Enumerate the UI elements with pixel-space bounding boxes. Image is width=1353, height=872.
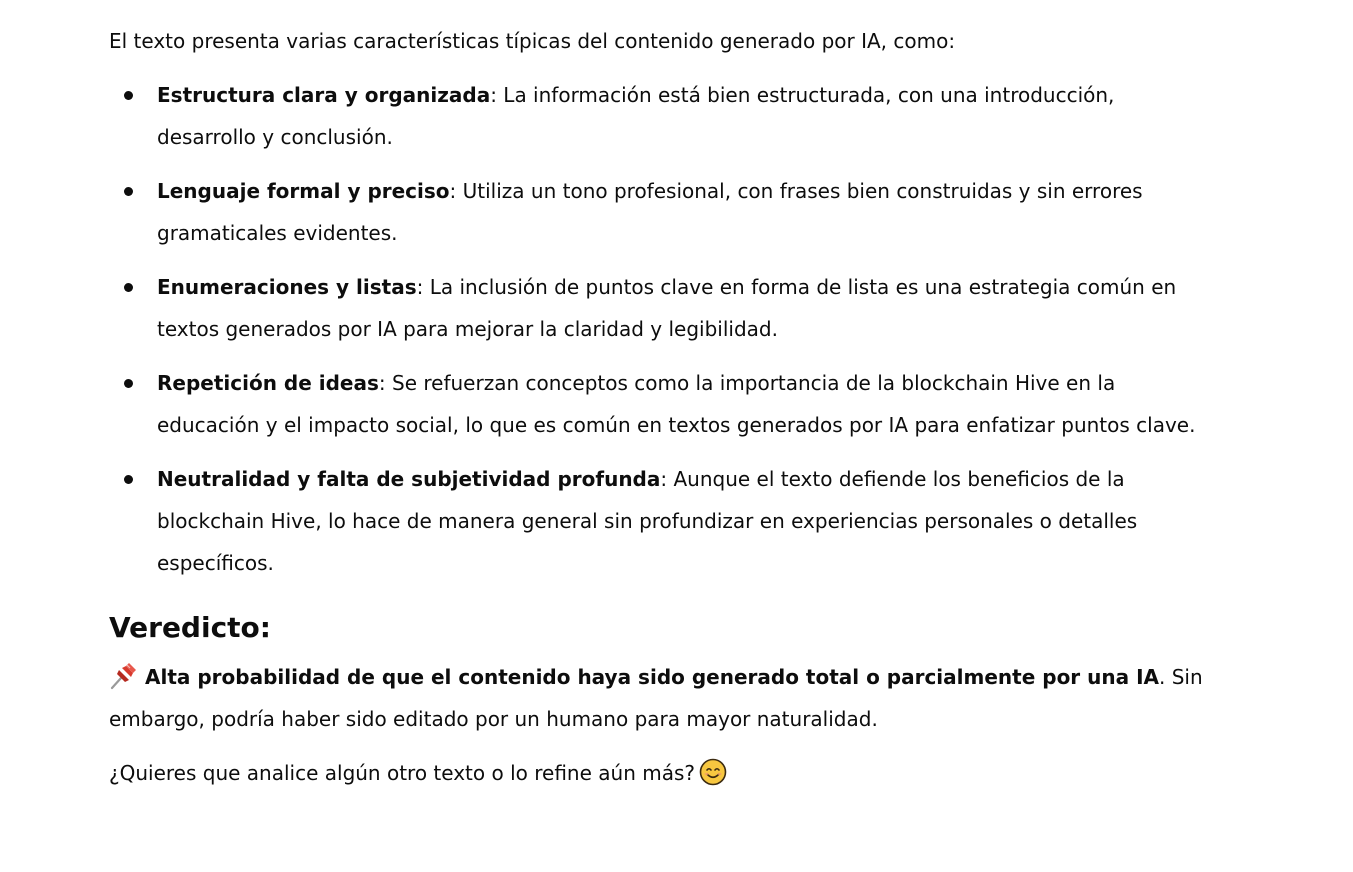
feature-text: : La inclusión de puntos clave en forma de lista es una estrategia común en textos generados por IA para mejorar la claridad y legibilidad. [157,275,1177,341]
feature-text: : Aunque el texto defiende los beneficios de la blockchain Hive, lo hace de manera general sin profundizar en experiencias personales o detalles específicos. [157,467,1138,575]
verdict-text [109,656,1209,740]
feature-term: Neutralidad y falta de subjetividad profunda [157,467,661,491]
features-list [109,74,1209,584]
feature-text: : La información está bien estructurada, con una introducción, desarrollo y conclusión. [157,83,1115,149]
feature-term: Estructura clara y organizada [157,83,491,107]
list-item [157,74,1209,158]
smiling-face-icon [699,758,727,786]
verdict-heading-colon: : [259,611,271,644]
verdict-bold: Alta probabilidad de que el contenido haya sido generado total o parcialmente por una IA [145,665,1159,689]
verdict-rest: . Sin embargo, podría haber sido editado por un humano para mayor naturalidad. [109,665,1203,731]
feature-text: : Se refuerzan conceptos como la importancia de la blockchain Hive en la educación y el impacto social, lo que es común en textos generados por IA para enfatizar puntos clave. [157,371,1196,437]
list-item [157,458,1209,584]
list-item [157,362,1209,446]
list-item [157,266,1209,350]
intro-text: El texto presenta varias características típicas del contenido generado por IA, como: [109,29,956,53]
feature-term: Lenguaje formal y preciso [157,179,450,203]
feature-term: Enumeraciones y listas [157,275,417,299]
assistant-message [109,20,1209,794]
followup-question [109,752,1209,794]
pushpin-icon [109,662,139,690]
verdict-heading-text: Veredicto [109,611,260,644]
list-item [157,170,1209,254]
feature-text: : Utiliza un tono profesional, con frases bien construidas y sin errores gramaticales evidentes. [157,179,1143,245]
followup-text: ¿Quieres que analice algún otro texto o lo refine aún más? [109,761,695,785]
feature-term: Repetición de ideas [157,371,379,395]
verdict-heading [109,608,1209,648]
